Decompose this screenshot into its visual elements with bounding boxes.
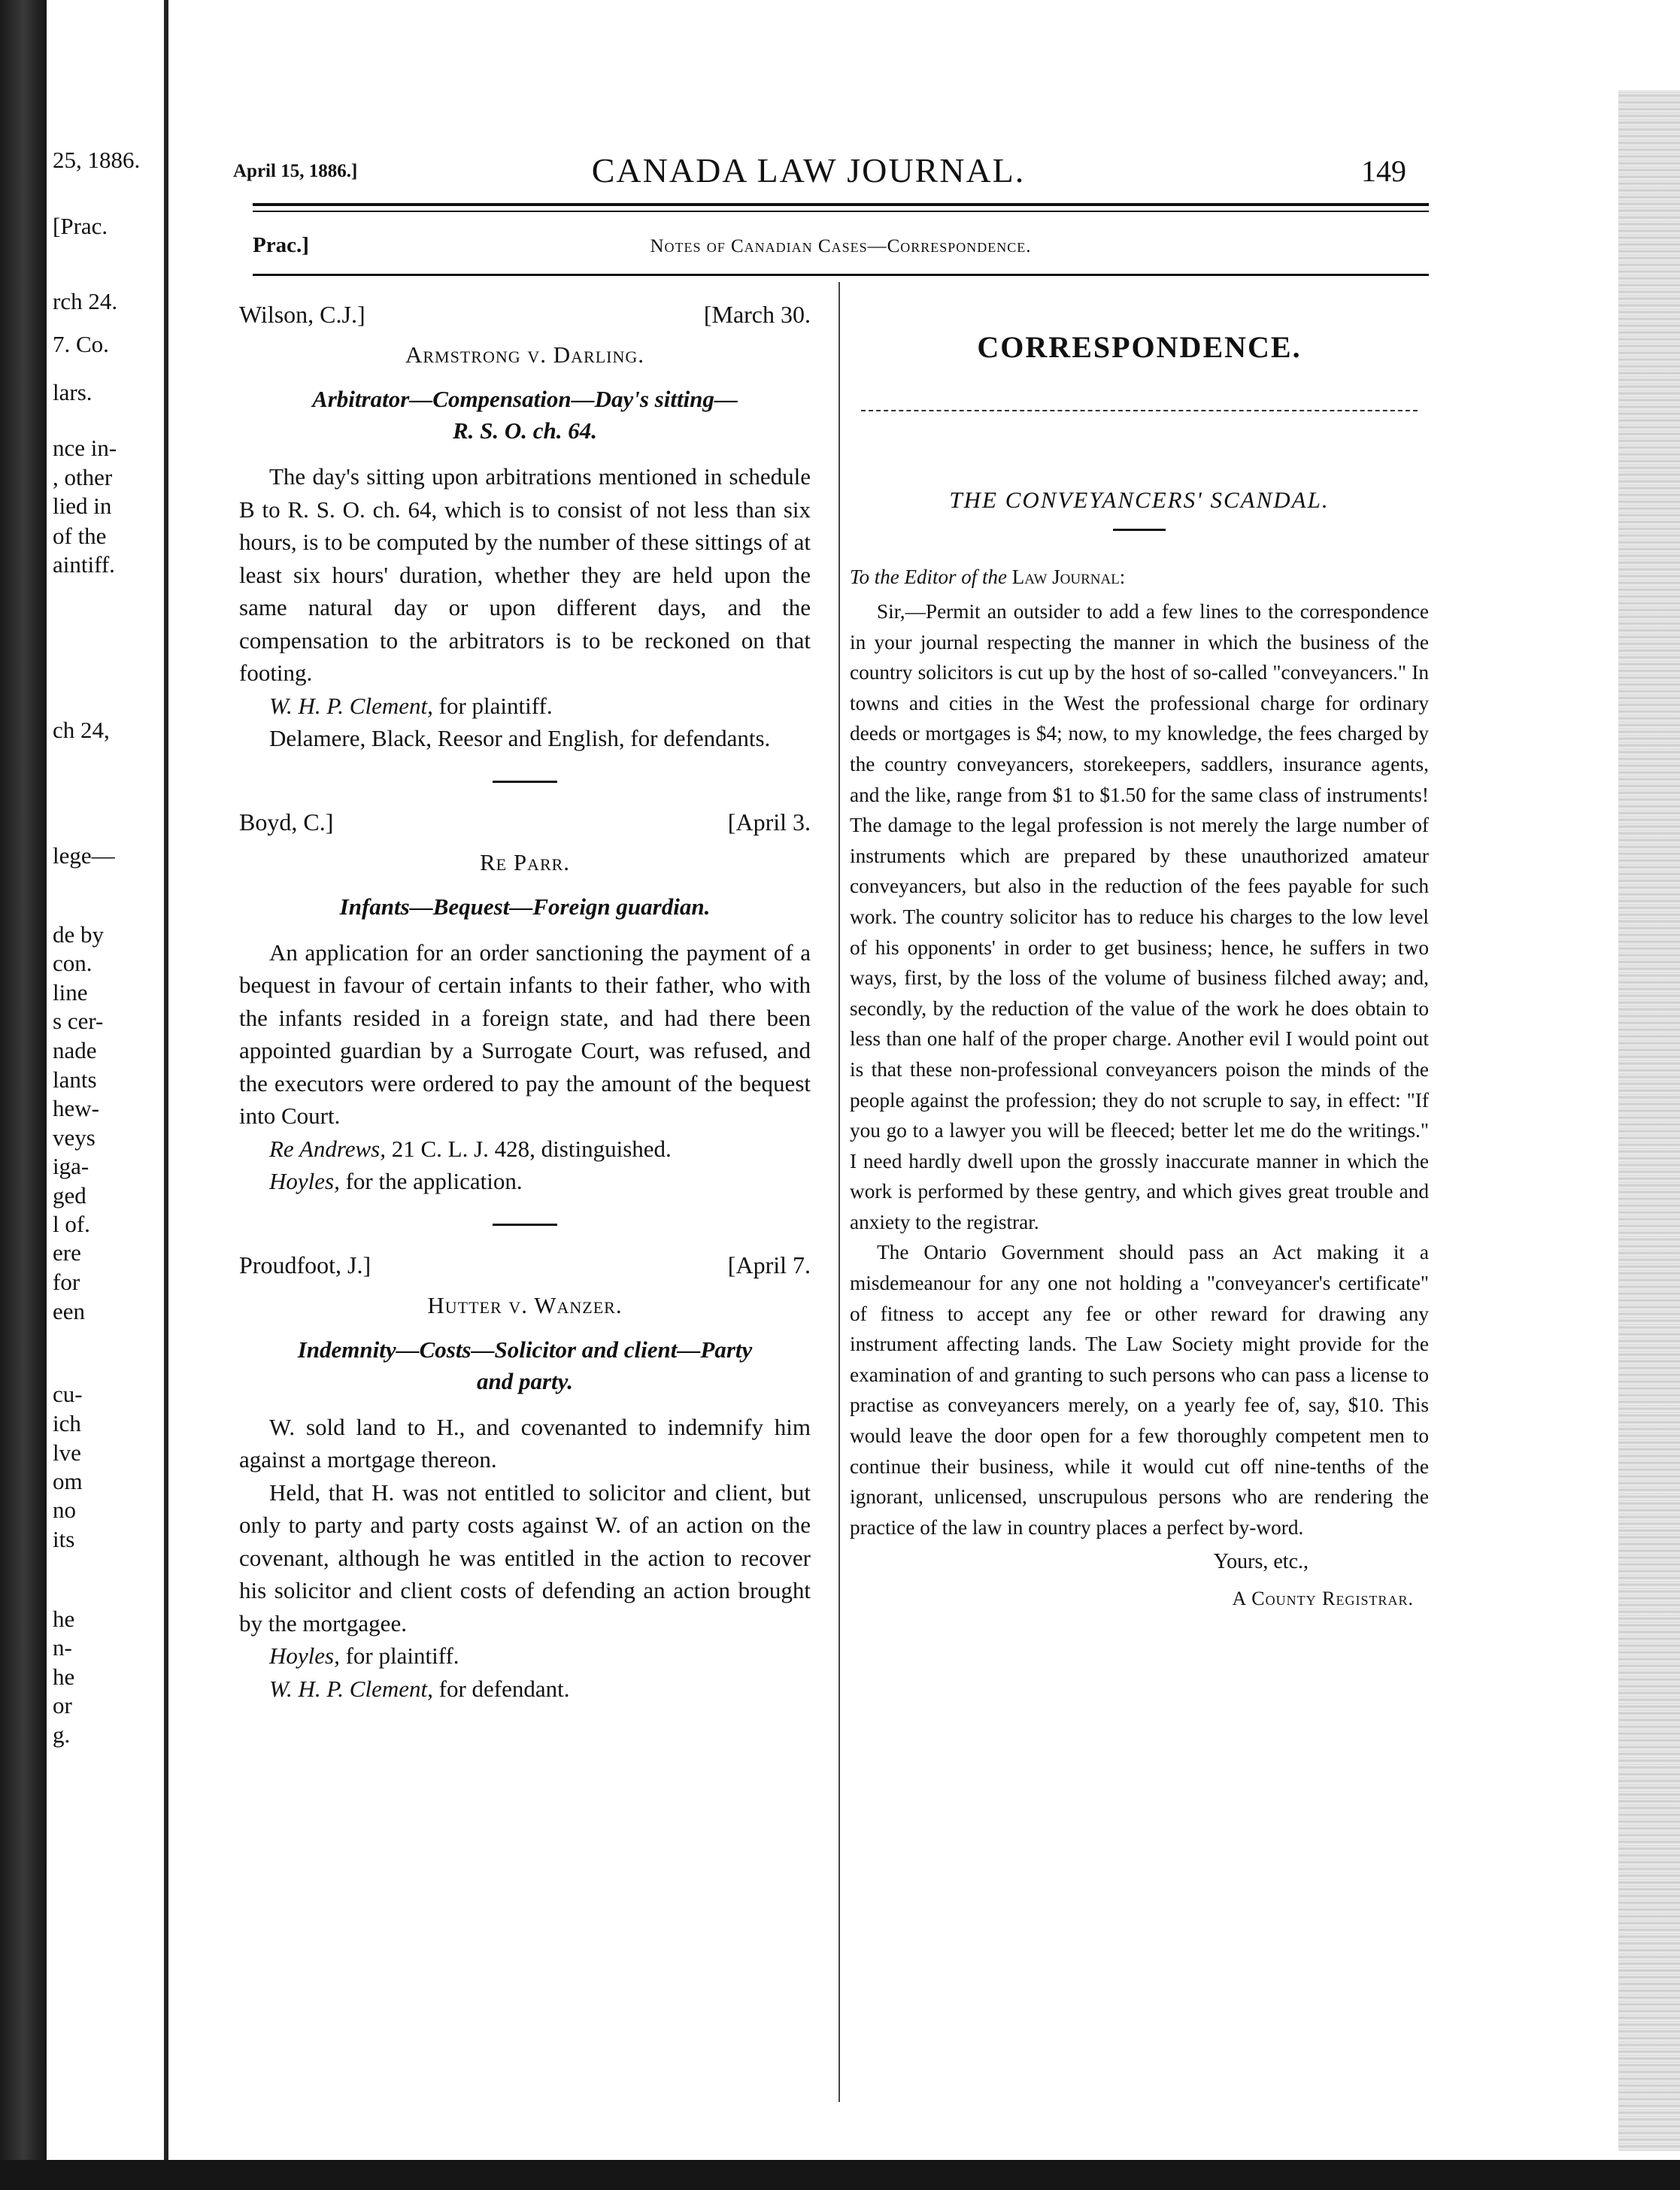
gutter-text-line: ich	[53, 1410, 81, 1436]
article-title: THE CONVEYANCERS' SCANDAL.	[949, 487, 1330, 513]
letter-paragraph: Sir,—Permit an outsider to add a few lines to the correspondence in your journal respecting the manner in which the business of the country solicitors is cut up by the host of so-called "conveyancers." In towns and cities in the West the professional charge for ordinary deeds or mortgages is $4; now, to my knowledge, the fees charged by the country conveyancers, storekeepers, saddlers, insurance agents, and the like, range from $1 to $1.50 for the same class of instruments! The damage to the legal profession is not merely the large number of instruments which are prepared by these unauthorized amateur conveyancers, but also in the reduction of the fees payable for such work. The country solicitor has to reduce his charges to the low level of his opponents' in order to get business; hence, he suffers in two ways, first, by the loss of the volume of business filched away; and, secondly, by the reduction of the value of the work he does obtain to less than one half of the proper charge. Another evil I would point out is that these non-professional conveyancers poison the minds of the people against the profession; they do not scruple to say, in effect: "If you go to a lawyer you will be fleeced; better let me do the writings." I need hardly dwell upon the grossly inaccurate manner in which the work is performed by these gentry, and which gives great trouble and anxiety to the registrar.	[850, 600, 1429, 1233]
gutter-text-line: lants	[53, 1066, 97, 1093]
cases-column	[239, 301, 811, 1705]
headnote-line: R. S. O. ch. 64.	[452, 417, 598, 444]
case-separator	[493, 781, 557, 783]
gutter-text-line: lege—	[53, 842, 115, 869]
counsel-line	[239, 722, 811, 755]
case-paragraph: The day's sitting upon arbitrations mentioned in schedule B to R. S. O. ch. 64, which is to consist of not less than six hours, is to be computed by the number of these sittings of at least six hours' duration, whether they are held upon the same natural day or upon different days, and the compensation to the arbitrators is to be reckoned on that footing.	[239, 463, 811, 686]
journal-title: CANADA LAW JOURNAL.	[591, 151, 1026, 190]
case-paragraph: W. sold land to H., and covenanted to indemnify him against a mortgage thereon.	[239, 1413, 811, 1473]
gutter-text-line: hew-	[53, 1095, 99, 1121]
counsel-role: for plaintiff.	[432, 692, 553, 719]
case-date: [April 3.	[727, 808, 811, 836]
headnote-line: and party.	[476, 1367, 574, 1394]
gutter-text-line: nce in-	[53, 435, 117, 461]
gutter-text-line: line	[53, 979, 88, 1006]
gutter-text-line: een	[53, 1298, 86, 1324]
gutter-text-line: 7. Co.	[53, 331, 109, 357]
case-headnote	[239, 384, 811, 447]
correspondence-rule	[861, 410, 1418, 411]
page-number: 149	[1361, 154, 1406, 188]
correspondence-column	[850, 301, 1429, 1610]
counsel-line	[239, 1133, 811, 1166]
case-headnote	[239, 1334, 811, 1397]
case-body	[239, 1411, 811, 1706]
case-byline	[239, 301, 811, 338]
counsel-role: for the application.	[339, 1168, 523, 1194]
counsel-name: W. H. P. Clement,	[269, 692, 433, 719]
case-byline	[239, 808, 811, 846]
case-title: Re Parr.	[479, 848, 571, 875]
counsel-role: Delamere, Black, Reesor and English, for defendants.	[269, 725, 771, 751]
counsel-name: Hoyles,	[269, 1642, 340, 1669]
case-paragraph: Held, that H. was not entitled to solicitor and client, but only to party and party costs against W. of an action on the covenant, although he was entitled in the action to recover his solicitor and client costs of defending an action brought by the mortgagee.	[239, 1479, 811, 1636]
gutter-text-line: de by	[53, 921, 105, 948]
counsel-role: 21 C. L. J. 428, distinguished.	[386, 1135, 672, 1162]
letter-body	[850, 596, 1429, 1542]
case-byline	[239, 1251, 811, 1289]
gutter-text-line: nade	[53, 1037, 97, 1063]
letter-paragraph: The Ontario Government should pass an Act making it a misdemeanour for any one not holding a "conveyancer's certificate" of fitness to accept any fee or other reward for drawing any instrument affecting lands. The Law Society might provide for the examination of and granting to such persons who can pass a license to practise as conveyancers merely, on a yearly fee of, say, $10. This would leave the door open for a few thoroughly competent men to continue their business, while it would cut off nine-tenths of the ignorant, unlicensed, unscrupulous persons who are rendering the practice of the law in country places a perfect by-word.	[850, 1241, 1429, 1539]
salutation	[850, 566, 1429, 589]
gutter-text-line: n-	[53, 1634, 72, 1661]
case-judge: Proudfoot, J.]	[239, 1251, 371, 1279]
headnote-line: Infants—Bequest—Foreign guardian.	[339, 893, 711, 920]
gutter-text-line: its	[53, 1526, 75, 1552]
case-note	[239, 808, 811, 1198]
gutter-text-line: con.	[53, 950, 92, 976]
gutter-text-line: om	[53, 1468, 83, 1494]
counsel-name: Re Andrews,	[269, 1135, 386, 1162]
case-body	[239, 936, 811, 1198]
article-separator	[1113, 529, 1166, 531]
gutter-text-line: rch 24.	[53, 288, 118, 314]
gutter-text-line: ere	[53, 1239, 81, 1266]
scan-edge-bottom	[0, 2160, 1680, 2190]
gutter-text-line: veys	[53, 1124, 96, 1151]
gutter-text-line: or	[53, 1692, 72, 1718]
case-title: Armstrong v. Darling.	[405, 341, 644, 368]
gutter-text-line: ch 24,	[53, 717, 110, 743]
case-headnote	[239, 891, 811, 923]
case-note	[239, 1251, 811, 1706]
counsel-name: Hoyles,	[269, 1168, 340, 1194]
issue-date: April 15, 1886.]	[233, 161, 358, 181]
gutter-text-line: lve	[53, 1439, 81, 1466]
gutter-text-line: he	[53, 1606, 75, 1632]
case-judge: Boyd, C.]	[239, 808, 334, 836]
scan-edge-right	[1618, 90, 1680, 2151]
journal-page	[188, 113, 1497, 2143]
section-label: Prac.]	[253, 233, 309, 257]
case-date: [April 7.	[727, 1251, 811, 1279]
gutter-text-line: lied in	[53, 493, 112, 519]
gutter-text-line: for	[53, 1269, 80, 1295]
gutter-text-line: cu-	[53, 1381, 83, 1407]
case-separator	[493, 1224, 557, 1226]
counsel-role: for defendant.	[432, 1675, 570, 1702]
salutation-journal: Law Journal:	[1011, 566, 1126, 588]
headnote-line: Indemnity—Costs—Solicitor and client—Party	[297, 1336, 753, 1363]
counsel-line	[239, 1673, 811, 1706]
gutter-text-line: , other	[53, 464, 113, 490]
column-divider	[838, 282, 840, 2102]
section-title: Notes of Canadian Cases—Correspondence.	[650, 236, 1032, 256]
previous-page-gutter	[47, 0, 168, 2160]
counsel-line	[239, 690, 811, 723]
gutter-text-line: g.	[53, 1721, 71, 1748]
gutter-text-line: of the	[53, 523, 107, 549]
scan-edge-left	[0, 0, 47, 2190]
gutter-text-line: l of.	[53, 1211, 90, 1237]
counsel-line	[239, 1639, 811, 1673]
header-double-rule	[253, 203, 1429, 212]
gutter-text-line: [Prac.	[53, 213, 108, 239]
counsel-role: for plaintiff.	[339, 1642, 459, 1669]
gutter-text-line: ged	[53, 1182, 86, 1209]
gutter-text-line: s cer-	[53, 1008, 104, 1034]
running-header	[188, 150, 1429, 196]
headnote-line: Arbitrator—Compensation—Day's sitting—	[312, 386, 738, 412]
case-body	[239, 460, 811, 755]
gutter-text-line: 25, 1886.	[53, 147, 141, 173]
gutter-text-line: no	[53, 1497, 76, 1523]
case-title: Hutter v. Wanzer.	[427, 1291, 623, 1318]
gutter-text-line: iga-	[53, 1153, 89, 1179]
section-header	[253, 233, 1429, 263]
counsel-name: W. H. P. Clement,	[269, 1675, 433, 1702]
gutter-text-line: lars.	[53, 379, 92, 405]
gutter-text-line: aintiff.	[53, 551, 115, 578]
letter-signature: A County Registrar.	[1232, 1588, 1414, 1610]
correspondence-heading: CORRESPONDENCE.	[977, 330, 1302, 364]
case-paragraph: An application for an order sanctioning the payment of a bequest in favour of certain infants to their father, who with the infants resided in a foreign state, and had there been appointed guardian by a Surrogate Court, was refused, and the executors were ordered to pay the amount of the bequest into Court.	[239, 939, 811, 1129]
section-rule	[253, 274, 1429, 276]
case-date: [March 30.	[703, 301, 811, 328]
salutation-prefix: To the Editor of the	[850, 566, 1012, 588]
case-judge: Wilson, C.J.]	[239, 301, 365, 328]
counsel-line	[239, 1165, 811, 1198]
gutter-text-line: he	[53, 1664, 75, 1690]
case-note	[239, 301, 811, 755]
letter-closing: Yours, etc.,	[1213, 1550, 1309, 1574]
